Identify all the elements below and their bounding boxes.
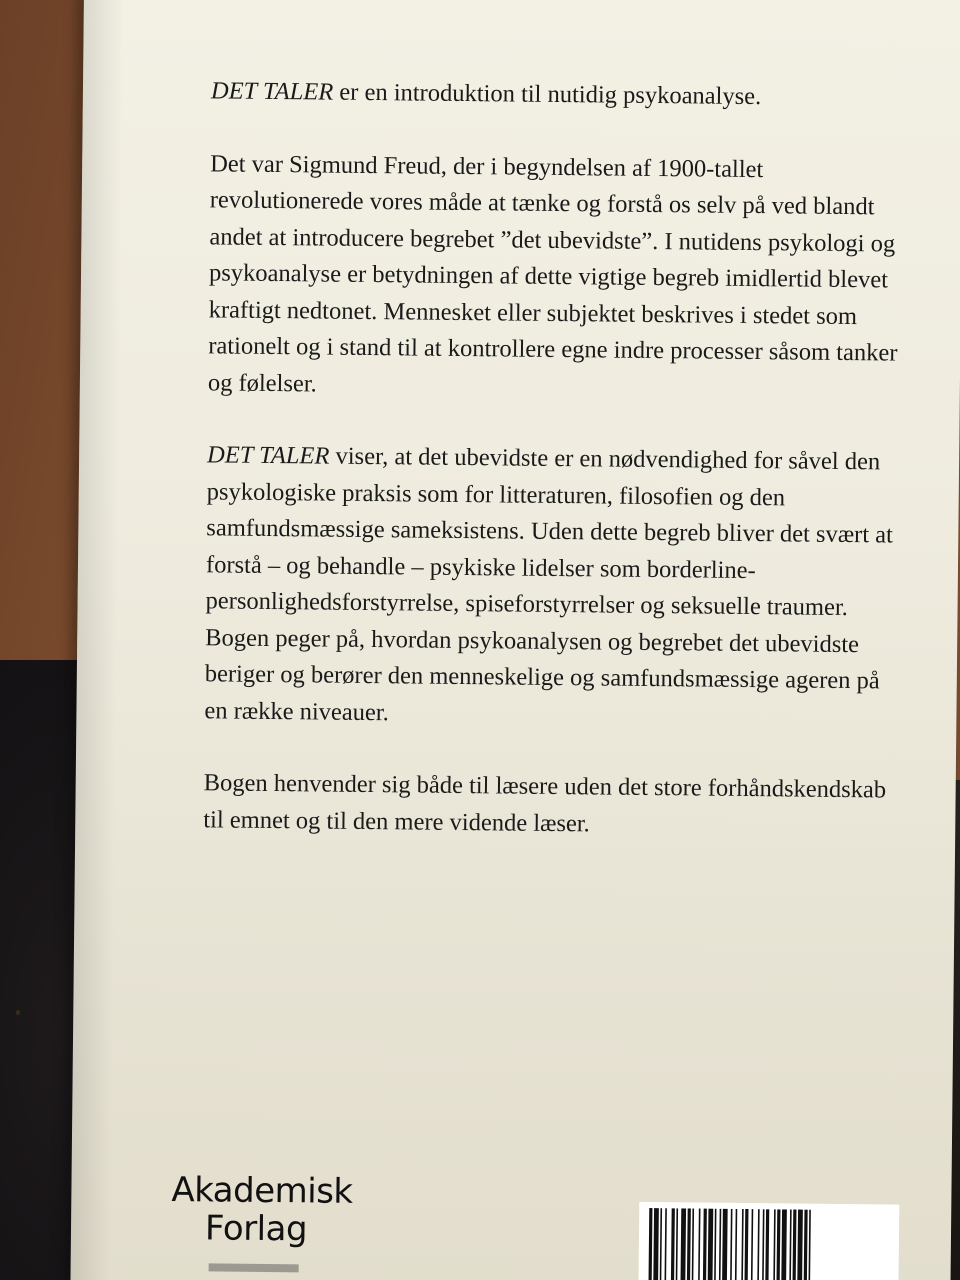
barcode-bar: [776, 1209, 780, 1280]
publisher-subtext-cropped: [209, 1263, 299, 1272]
barcode-bar: [680, 1208, 686, 1280]
barcode-bar: [804, 1210, 808, 1280]
paragraph-text: Bogen henvender sig både til læsere uden det store forhåndskendskab til emnet og til den mere vidende læser.: [203, 769, 887, 837]
barcode-bar: [692, 1208, 694, 1280]
barcode-bar: [698, 1209, 700, 1280]
barcode-bar: [765, 1209, 769, 1280]
barcode-bar: [789, 1209, 791, 1280]
dust-speck: [16, 1010, 20, 1015]
barcode-bar: [653, 1208, 659, 1280]
barcode-bar: [792, 1209, 796, 1280]
paragraph-text: viser, at det ubevidste er en nødvendighed for såvel den psykologiske praksis som for litteraturen, filosofien og den samfundsmæssige sameksistens. Uden dette begreb bliver det svært at forstå – og behandle – psykiske lidelser som borderline-personlighedsforstyrrelse, spiseforstyrrelser og seksuelle traumer. Bogen peger på, hvordan psykoanalysen og begrebet det ubevidste beriger og berører den menneskelige og samfundsmæssige ageren på en række niveauer.: [204, 442, 894, 726]
barcode-bar: [730, 1209, 732, 1280]
barcode-bar: [744, 1209, 748, 1280]
barcode-bar: [741, 1209, 743, 1280]
barcode-bar: [687, 1208, 691, 1280]
barcode-bar: [797, 1210, 803, 1280]
barcode-bar: [751, 1209, 753, 1280]
barcode-bar: [714, 1209, 716, 1280]
publisher-name-line1: Akademisk: [171, 1169, 353, 1212]
barcode-bars: [644, 1208, 893, 1280]
barcode-icon: [638, 1202, 899, 1280]
publisher-logo: [171, 1171, 353, 1249]
barcode-bar: [808, 1210, 810, 1280]
paragraph-text: Det var Sigmund Freud, der i begyndelsen af 1900-tallet revolutionerede vores måde at tænke og forstå os selv på ved blandt andet at introducere begrebet ”det ubevidste”. I nutidens psykologi og psykoanalyse er betydningen af dette vigtige begreb imidlertid blevet kraftigt nedtonet. Mennesket eller subjektet beskrives i stedet som rationelt og i stand til at kontrollere egne indre processer såsom tanker og følelser.: [207, 149, 898, 397]
blurb-paragraph: [208, 146, 911, 409]
blurb-paragraph: [211, 73, 911, 117]
barcode-bar: [648, 1208, 652, 1280]
barcode-bar: [703, 1209, 707, 1280]
book-title-italic: DET TALER: [210, 77, 334, 106]
barcode-bar: [719, 1209, 721, 1280]
barcode-bar: [664, 1208, 666, 1280]
blurb-paragraph: [203, 765, 904, 845]
book-title-italic: DET TALER: [206, 441, 330, 470]
barcode-bar: [671, 1208, 675, 1280]
barcode-bar: [722, 1209, 728, 1280]
blurb-paragraph: [204, 437, 907, 736]
barcode-bar: [773, 1209, 775, 1280]
book-back-cover: [70, 0, 960, 1280]
barcode-bar: [735, 1209, 737, 1280]
barcode-bar: [708, 1209, 714, 1280]
paragraph-text: er en introduktion til nutidig psykoanalyse.: [333, 78, 762, 111]
publisher-name-line2: Forlag: [204, 1208, 308, 1250]
barcode-bar: [762, 1209, 764, 1280]
blurb-text: [203, 73, 911, 881]
barcode-bar: [757, 1209, 759, 1280]
barcode-bar: [676, 1208, 678, 1280]
barcode-bar: [781, 1209, 787, 1280]
barcode-bar: [660, 1208, 662, 1280]
